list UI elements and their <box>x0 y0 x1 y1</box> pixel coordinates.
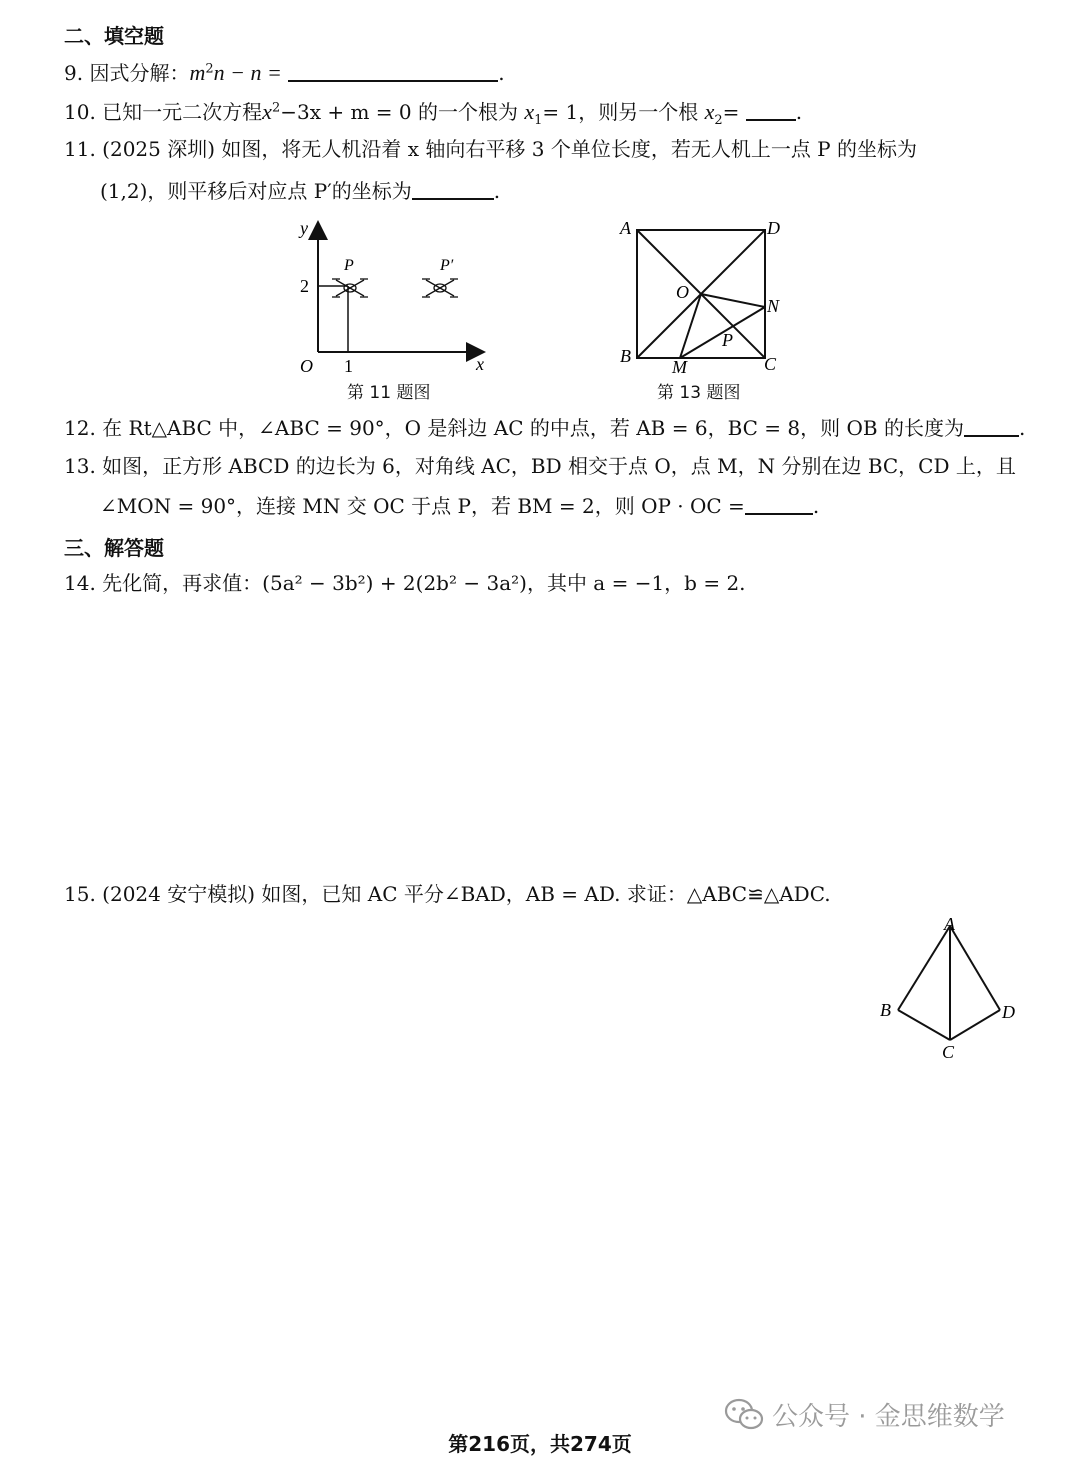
math-var: x <box>524 99 535 124</box>
answer-blank[interactable] <box>746 101 796 121</box>
section-heading-fill: 二、填空题 <box>64 24 164 48</box>
page-footer: 第216页，共274页 <box>448 1432 632 1456</box>
question-number: 14. <box>64 571 96 595</box>
question-text: ∠MON = 90°，连接 MN 交 OC 于点 P，若 BM = 2，则 OP · OC = <box>100 494 745 518</box>
question-11-line-2 <box>100 180 500 201</box>
answer-blank[interactable] <box>412 180 494 200</box>
tick-label-1: 1 <box>344 356 353 376</box>
question-text: −3x + m = 0 的一个根为 <box>280 100 518 124</box>
vertex-c-label: C <box>942 1042 955 1062</box>
math-sub: 2 <box>714 113 723 128</box>
question-11-line-1 <box>64 139 917 159</box>
question-14 <box>64 573 746 593</box>
question-text: 因式分解： <box>89 61 190 85</box>
x-axis-label: x <box>476 354 484 374</box>
question-10 <box>64 101 802 127</box>
point-p-label: P <box>344 257 354 274</box>
drone-icon <box>332 279 368 297</box>
question-number: 10. <box>64 100 96 124</box>
figure-11 <box>290 212 500 377</box>
vertex-b-label: B <box>620 346 631 366</box>
answer-blank[interactable] <box>288 62 498 82</box>
drone-translated-icon <box>422 279 458 297</box>
question-number: 11. <box>64 137 96 161</box>
segment-ad <box>950 926 1000 1010</box>
question-text: = <box>722 100 740 124</box>
question-text: 如图，正方形 ABCD 的边长为 6，对角线 AC，BD 相交于点 O，点 M，N 分别在边 BC，CD 上，且 <box>102 454 1016 478</box>
math-expr: n − n = <box>213 60 282 85</box>
segment-on <box>701 294 765 307</box>
question-number: 9. <box>64 61 84 85</box>
question-13-line-2 <box>100 495 819 516</box>
question-text: = 1，则另一个根 <box>542 100 699 124</box>
question-text: 先化简，再求值：(5a² − 3b²) + 2(2b² − 3a²)，其中 a = −1，b = 2. <box>102 571 746 595</box>
vertex-a-label: A <box>620 218 631 238</box>
point-n-label: N <box>767 296 780 316</box>
question-text: (2024 安宁模拟) 如图，已知 AC 平分∠BAD，AB = AD. 求证：△ABC≌△ADC. <box>102 882 831 906</box>
math-sub: 1 <box>534 113 543 128</box>
point-m-label: M <box>672 357 687 377</box>
wechat-icon <box>724 1398 764 1432</box>
question-text: (2025 深圳) 如图，将无人机沿着 x 轴向右平移 3 个单位长度，若无人机上一点 P 的坐标为 <box>102 137 917 161</box>
question-number: 12. <box>64 416 96 440</box>
point-p-prime-label: P′ <box>440 257 454 274</box>
question-15 <box>64 884 831 904</box>
math-sup: 2 <box>271 100 281 116</box>
question-number: 15. <box>64 882 96 906</box>
end-period: . <box>795 100 803 124</box>
vertex-a-label: A <box>944 914 955 934</box>
y-axis-label: y <box>300 218 308 238</box>
figure-11-caption: 第 11 题图 <box>347 383 431 403</box>
point-p-label: P <box>722 330 733 350</box>
vertex-d-label: D <box>767 218 780 238</box>
question-9 <box>64 62 505 84</box>
figure-13 <box>612 214 792 379</box>
end-period: . <box>498 61 505 85</box>
question-text: 在 Rt△ABC 中，∠ABC = 90°，O 是斜边 AC 的中点，若 AB = 6，BC = 8，则 OB 的长度为 <box>102 416 964 440</box>
vertex-c-label: C <box>764 354 777 374</box>
answer-blank[interactable] <box>964 417 1019 437</box>
segment-ab <box>898 926 950 1010</box>
vertex-b-label: B <box>880 1000 891 1020</box>
segment-dc <box>950 1010 1000 1040</box>
point-o-label: O <box>676 282 689 302</box>
math-var: m <box>189 60 206 85</box>
figure-15 <box>872 912 1032 1062</box>
end-period: . <box>493 179 501 203</box>
vertex-d-label: D <box>1002 1002 1015 1022</box>
origin-label: O <box>300 356 313 376</box>
question-text: (1,2)，则平移后对应点 P′的坐标为 <box>100 179 412 203</box>
segment-bc <box>898 1010 950 1040</box>
question-12 <box>64 417 1025 438</box>
end-period: . <box>812 494 820 518</box>
question-13-line-1 <box>64 456 1016 476</box>
question-number: 13. <box>64 454 96 478</box>
math-var: x <box>704 99 715 124</box>
math-sup: 2 <box>205 61 214 77</box>
end-period: . <box>1018 416 1026 440</box>
math-var: x <box>262 99 272 124</box>
section-heading-solve: 三、解答题 <box>64 536 164 560</box>
tick-label-2: 2 <box>300 276 309 296</box>
figure-13-caption: 第 13 题图 <box>657 383 741 403</box>
answer-blank[interactable] <box>745 495 813 515</box>
question-text: 已知一元二次方程 <box>102 100 263 124</box>
watermark-text: 公众号 · 金思维数学 <box>772 1402 1005 1432</box>
